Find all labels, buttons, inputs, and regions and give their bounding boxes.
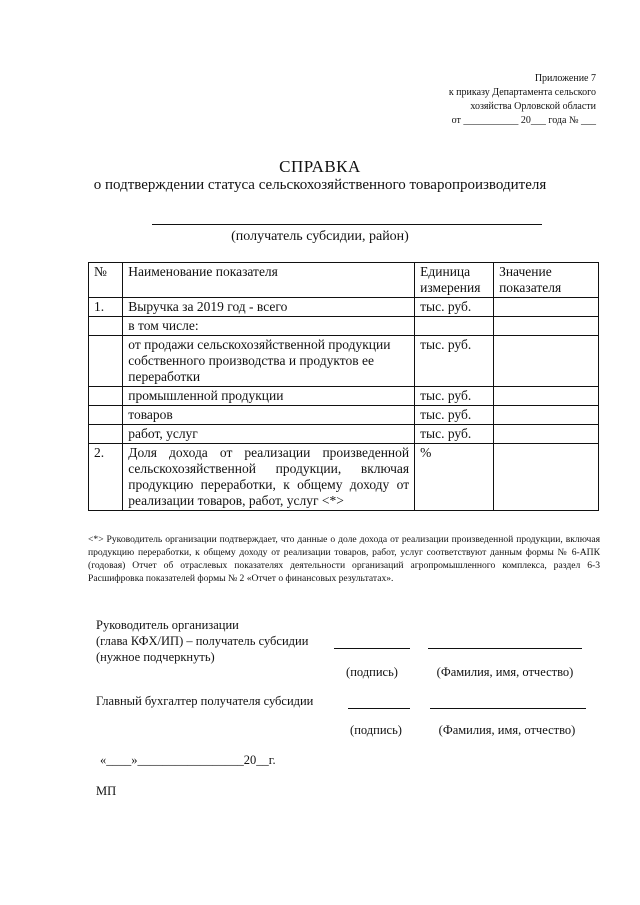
row-value (494, 444, 599, 511)
row-name: Доля дохода от реализации произведенной сельскохозяйственной продукции, включая продукцию переработки, к общему доходу от реализации товаров, работ, услуг <*> (123, 444, 415, 511)
appendix-line-4: от ___________ 20___ года № ___ (451, 115, 596, 126)
row-unit: тыс. руб. (415, 387, 494, 406)
head-signature-line (334, 648, 410, 649)
appendix-line-3: хозяйства Орловской области (470, 101, 596, 112)
accountant-name-line (430, 708, 586, 709)
row-unit: тыс. руб. (415, 406, 494, 425)
row-unit: тыс. руб. (415, 425, 494, 444)
table-row (89, 406, 599, 425)
row-unit: тыс. руб. (415, 298, 494, 317)
row-unit: % (415, 444, 494, 511)
footnote (88, 533, 600, 585)
document-subtitle: о подтверждении статуса сельскохозяйственного товаропроизводителя (93, 177, 547, 193)
appendix-line-1: Приложение 7 (534, 73, 596, 84)
row-value (494, 336, 599, 387)
document-title: СПРАВКА (279, 157, 361, 176)
row-unit: тыс. руб. (415, 336, 494, 387)
table-row (89, 336, 599, 387)
row-value (494, 298, 599, 317)
head-label-line-3: (нужное подчеркнуть) (96, 650, 215, 664)
table-row (89, 298, 599, 317)
row-unit (415, 317, 494, 336)
row-num (89, 406, 123, 425)
accountant-label: Главный бухгалтер получателя субсидии (96, 694, 314, 708)
header-value: Значение показателя (494, 263, 599, 298)
footnote-text: <*> Руководитель организации подтверждает, что данные о доле дохода от реализации произведенной продукции, включая продукцию переработки, к общему доходу от реализации товаров, работ, услуг соответствуют данным формы № 6-АПК (годовая) Отчет об отраслевых показателях деятельности организаций агропромышленного комплекса, раздел 6-3 Расшифровка показателей формы № 2 «Отчет о финансовых результатах». (88, 534, 600, 584)
row-value (494, 387, 599, 406)
recipient-caption: (получатель субсидии, район) (231, 229, 409, 244)
row-name: в том числе: (123, 317, 415, 336)
row-name: промышленной продукции (123, 387, 415, 406)
table-row (89, 444, 599, 511)
row-name: товаров (123, 406, 415, 425)
header-num: № (89, 263, 123, 298)
row-name: от продажи сельскохозяйственной продукции собственного производства и продуктов ее переработки (123, 336, 415, 387)
head-signature-caption: (подпись) (346, 665, 398, 679)
row-num (89, 317, 123, 336)
accountant-name-caption: (Фамилия, имя, отчество) (438, 723, 576, 737)
table-header-row (89, 263, 599, 298)
table-row (89, 425, 599, 444)
date-line: «____»_________________20__г. (100, 753, 276, 767)
indicators-table (88, 262, 599, 511)
header-unit: Единица измерения (415, 263, 494, 298)
table-row (89, 317, 599, 336)
accountant-signature-line (348, 708, 410, 709)
row-name: работ, услуг (123, 425, 415, 444)
head-name-line (428, 648, 582, 649)
table-row (89, 387, 599, 406)
row-num (89, 425, 123, 444)
head-label-line-1: Руководитель организации (96, 618, 239, 632)
header-name: Наименование показателя (123, 263, 415, 298)
row-num: 1. (89, 298, 123, 317)
appendix-block (336, 72, 596, 128)
head-signature-label (96, 617, 336, 665)
row-num (89, 387, 123, 406)
row-value (494, 317, 599, 336)
row-num (89, 336, 123, 387)
head-name-caption: (Фамилия, имя, отчество) (436, 665, 574, 679)
row-value (494, 406, 599, 425)
row-name: Выручка за 2019 год - всего (123, 298, 415, 317)
head-label-line-2: (глава КФХ/ИП) – получатель субсидии (96, 634, 309, 648)
accountant-signature-caption: (подпись) (350, 723, 402, 737)
row-value (494, 425, 599, 444)
recipient-line (152, 224, 542, 225)
appendix-line-2: к приказу Департамента сельского (448, 87, 596, 98)
row-num: 2. (89, 444, 123, 511)
stamp-label: МП (96, 784, 117, 798)
